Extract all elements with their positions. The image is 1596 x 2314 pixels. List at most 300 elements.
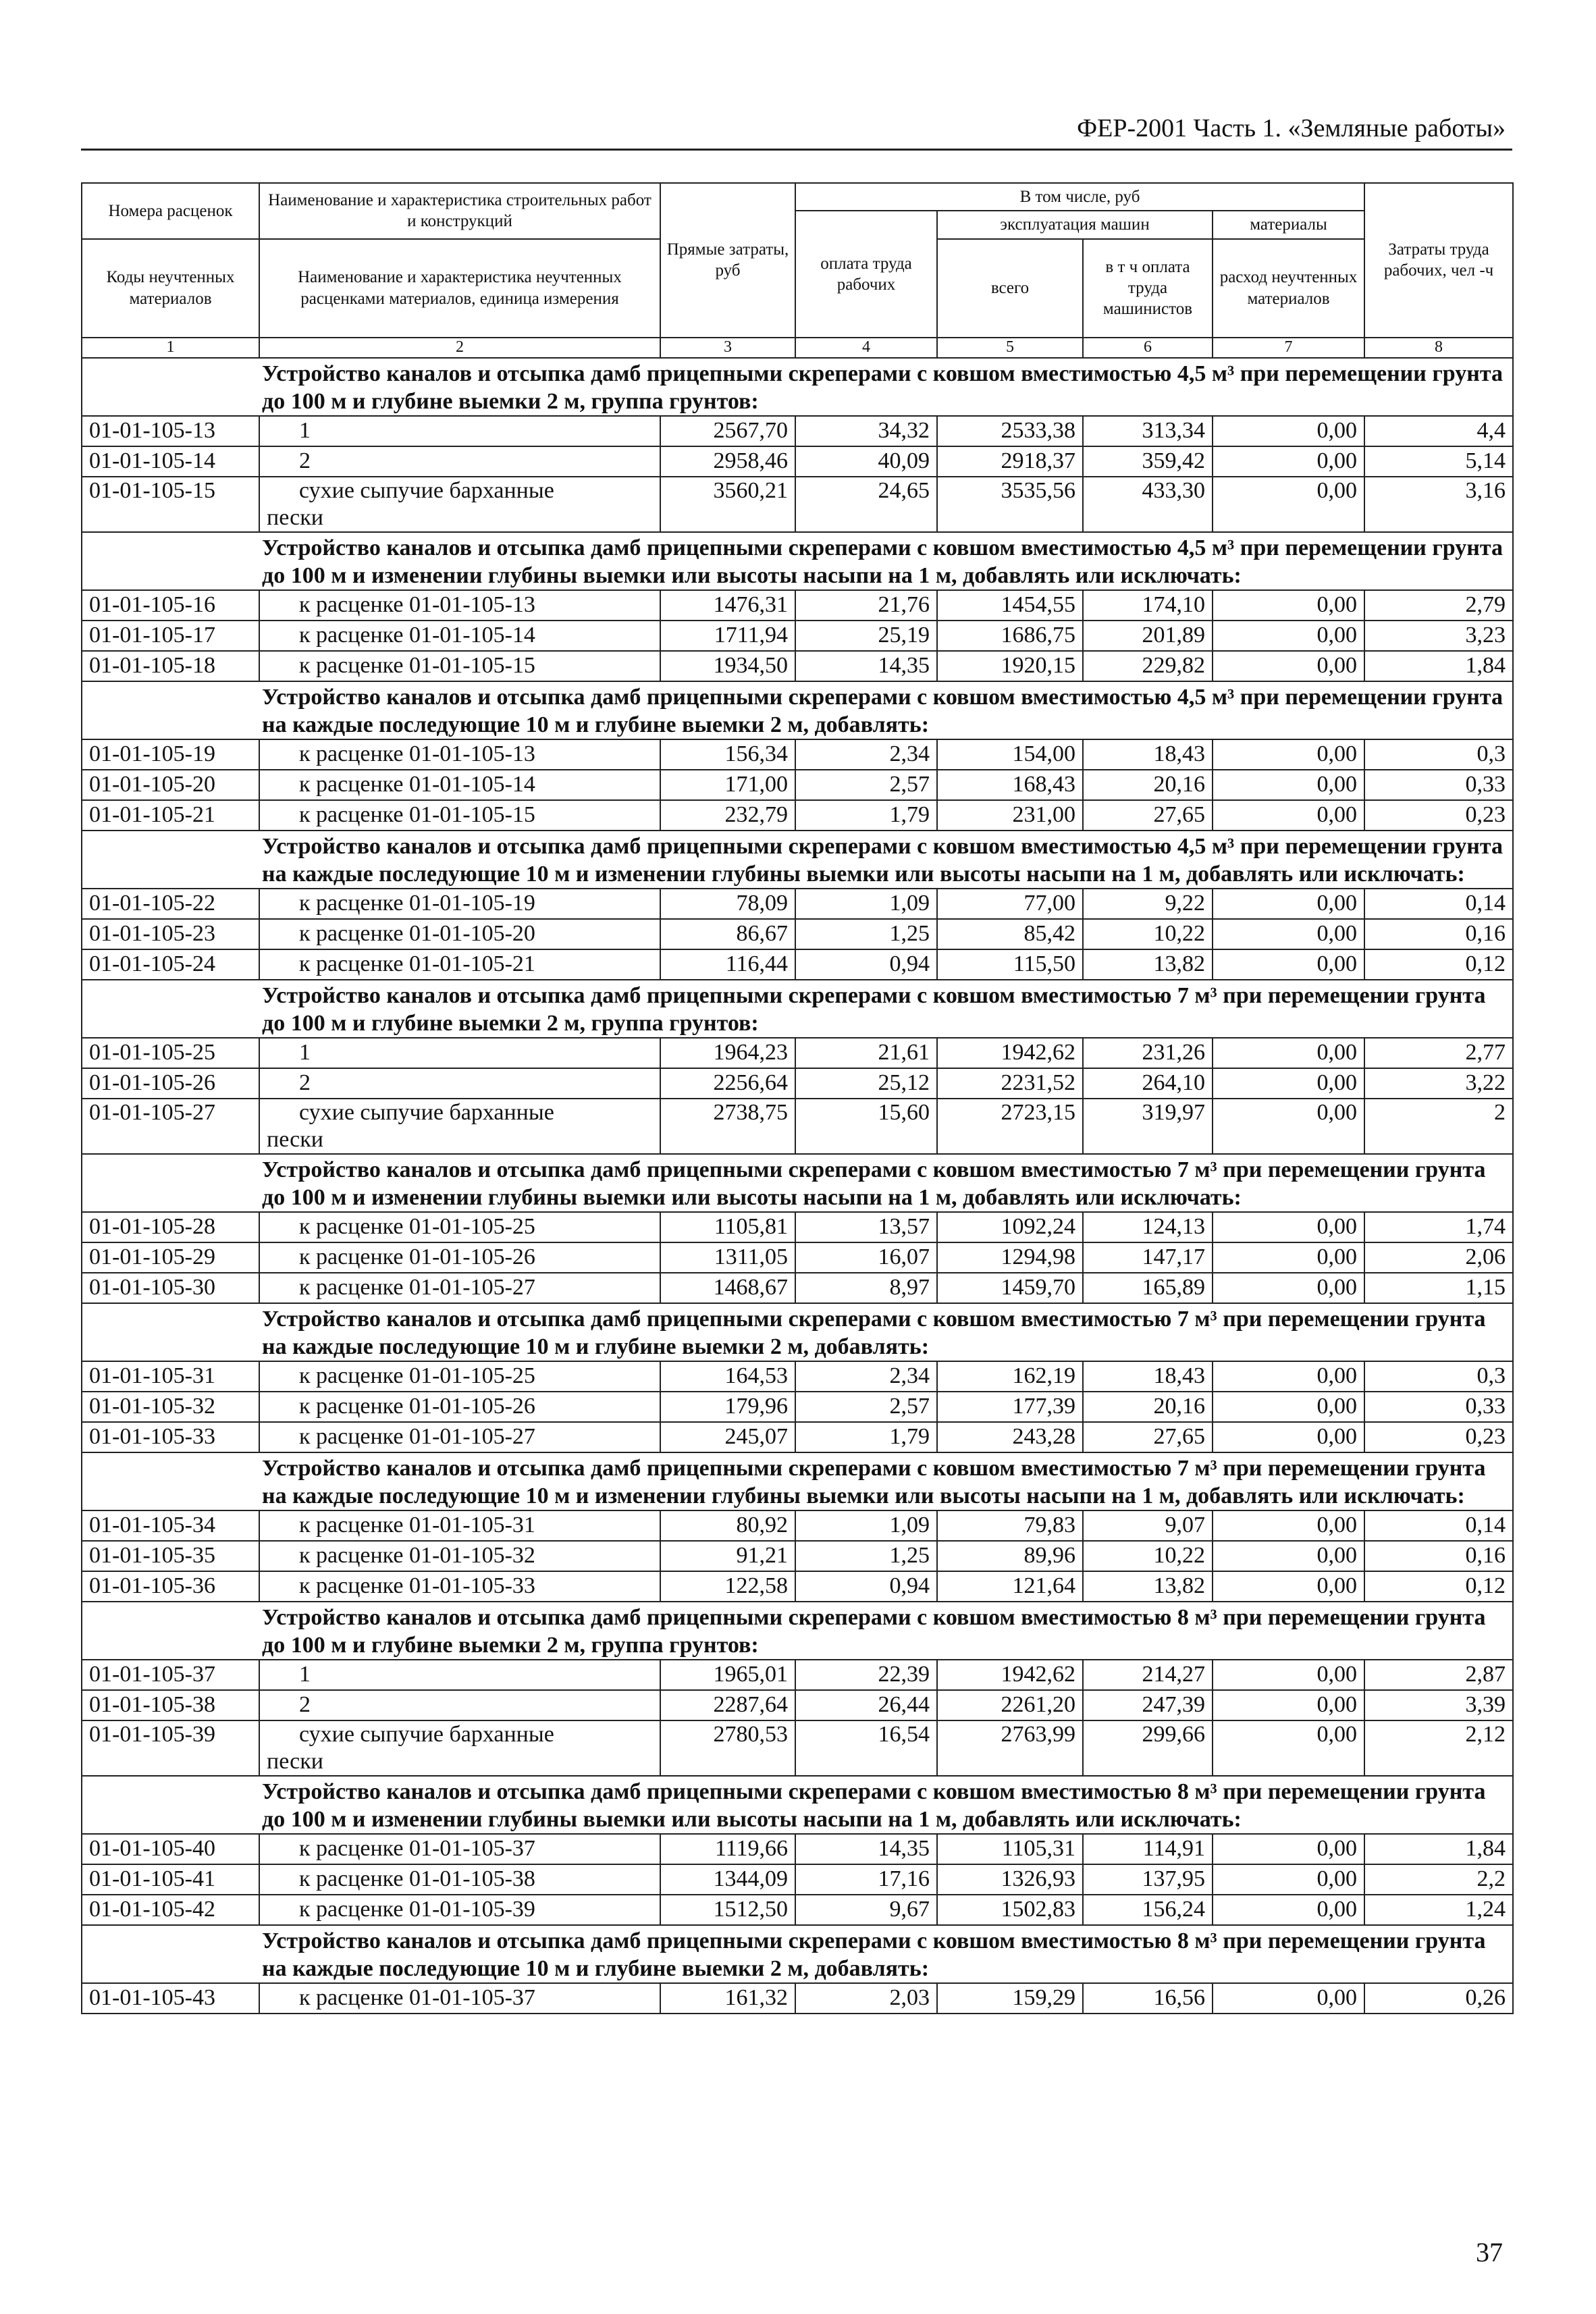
rate-name-cell bbox=[259, 889, 660, 919]
value-c5: 231,00 bbox=[937, 800, 1083, 831]
rate-name: сухие сыпучие барханные bbox=[299, 477, 554, 503]
rate-name-cell bbox=[259, 1720, 660, 1776]
value-c7: 0,00 bbox=[1213, 1361, 1364, 1392]
value-c5: 2918,37 bbox=[937, 446, 1083, 477]
value-c4: 8,97 bbox=[795, 1273, 937, 1303]
value-c3: 179,96 bbox=[660, 1392, 795, 1422]
value-c4: 14,35 bbox=[795, 1834, 937, 1864]
value-c3: 1344,09 bbox=[660, 1864, 795, 1895]
section-spacer bbox=[82, 1776, 259, 1834]
value-c3: 2287,64 bbox=[660, 1690, 795, 1720]
value-c6: 156,24 bbox=[1083, 1895, 1213, 1925]
rate-code: 01-01-105-41 bbox=[82, 1864, 259, 1895]
rate-name-cell bbox=[259, 1392, 660, 1422]
value-c6: 137,95 bbox=[1083, 1864, 1213, 1895]
value-c8: 0,14 bbox=[1364, 1510, 1513, 1541]
rate-name-cell bbox=[259, 651, 660, 681]
rate-name-cell bbox=[259, 1212, 660, 1242]
rate-code: 01-01-105-19 bbox=[82, 739, 259, 770]
table-row bbox=[82, 1361, 1513, 1392]
section-heading-row bbox=[82, 1452, 1513, 1510]
value-c7: 0,00 bbox=[1213, 416, 1364, 446]
value-c5: 2723,15 bbox=[937, 1099, 1083, 1154]
value-c6: 299,66 bbox=[1083, 1720, 1213, 1776]
value-c7: 0,00 bbox=[1213, 651, 1364, 681]
table-row bbox=[82, 1068, 1513, 1099]
col-header-operator-wages: в т ч оплата труда машинистов bbox=[1083, 239, 1213, 338]
value-c4: 0,94 bbox=[795, 949, 937, 980]
section-title: Устройство каналов и отсыпка дамб прицепными скреперами с ковшом вместимостью 7 м³ при перемещении грунта на каждые последующие 10 м и глубине выемки 2 м, добавлять: bbox=[259, 1303, 1513, 1361]
value-c6: 9,22 bbox=[1083, 889, 1213, 919]
value-c6: 165,89 bbox=[1083, 1273, 1213, 1303]
value-c5: 168,43 bbox=[937, 770, 1083, 800]
rate-name-cell bbox=[259, 1895, 660, 1925]
rate-code: 01-01-105-40 bbox=[82, 1834, 259, 1864]
table-row bbox=[82, 1212, 1513, 1242]
rate-name-continued: пески bbox=[267, 504, 323, 530]
value-c6: 433,30 bbox=[1083, 477, 1213, 532]
section-title: Устройство каналов и отсыпка дамб прицепными скреперами с ковшом вместимостью 7 м³ при перемещении грунта до 100 м и изменении глубины выемки или высоты насыпи на 1 м, добавлять или исключать: bbox=[259, 1154, 1513, 1212]
rate-name-cell bbox=[259, 1038, 660, 1068]
section-spacer bbox=[82, 1452, 259, 1510]
rate-code: 01-01-105-26 bbox=[82, 1068, 259, 1099]
rate-name-cell bbox=[259, 1864, 660, 1895]
rates-table bbox=[81, 182, 1514, 2014]
rate-code: 01-01-105-24 bbox=[82, 949, 259, 980]
table-row bbox=[82, 1571, 1513, 1602]
rate-name: к расценке 01-01-105-13 bbox=[299, 741, 535, 766]
rate-code: 01-01-105-33 bbox=[82, 1422, 259, 1452]
rate-code: 01-01-105-16 bbox=[82, 590, 259, 621]
col-number: 4 bbox=[795, 338, 937, 358]
value-c7: 0,00 bbox=[1213, 1541, 1364, 1571]
value-c8: 1,84 bbox=[1364, 1834, 1513, 1864]
table-row bbox=[82, 651, 1513, 681]
value-c8: 2,77 bbox=[1364, 1038, 1513, 1068]
value-c8: 2 bbox=[1364, 1099, 1513, 1154]
rate-code: 01-01-105-25 bbox=[82, 1038, 259, 1068]
rate-name-cell bbox=[259, 800, 660, 831]
value-c8: 0,26 bbox=[1364, 1983, 1513, 2014]
value-c8: 2,2 bbox=[1364, 1864, 1513, 1895]
rate-code: 01-01-105-23 bbox=[82, 919, 259, 949]
value-c4: 13,57 bbox=[795, 1212, 937, 1242]
col-header-work-name: Наименование и характеристика строительных работ и конструкций bbox=[259, 183, 660, 239]
value-c7: 0,00 bbox=[1213, 1571, 1364, 1602]
value-c7: 0,00 bbox=[1213, 621, 1364, 651]
col-header-material-codes: Коды неучтенных материалов bbox=[82, 239, 259, 338]
rate-name: к расценке 01-01-105-33 bbox=[299, 1573, 535, 1598]
value-c4: 1,25 bbox=[795, 919, 937, 949]
section-spacer bbox=[82, 532, 259, 590]
column-number-row bbox=[82, 338, 1513, 358]
value-c8: 2,06 bbox=[1364, 1242, 1513, 1273]
rate-name: к расценке 01-01-105-32 bbox=[299, 1543, 535, 1568]
value-c4: 21,61 bbox=[795, 1038, 937, 1068]
rate-code: 01-01-105-28 bbox=[82, 1212, 259, 1242]
section-heading-row bbox=[82, 1602, 1513, 1660]
rate-name: к расценке 01-01-105-37 bbox=[299, 1985, 535, 2010]
value-c6: 147,17 bbox=[1083, 1242, 1213, 1273]
section-title: Устройство каналов и отсыпка дамб прицепными скреперами с ковшом вместимостью 4,5 м³ при перемещении грунта на каждые последующие 10 м и глубине выемки 2 м, добавлять: bbox=[259, 681, 1513, 739]
col-number: 3 bbox=[660, 338, 795, 358]
table-row bbox=[82, 1038, 1513, 1068]
value-c8: 0,12 bbox=[1364, 1571, 1513, 1602]
value-c7: 0,00 bbox=[1213, 446, 1364, 477]
value-c3: 3560,21 bbox=[660, 477, 795, 532]
value-c7: 0,00 bbox=[1213, 1392, 1364, 1422]
value-c5: 243,28 bbox=[937, 1422, 1083, 1452]
table-row bbox=[82, 800, 1513, 831]
value-c5: 2763,99 bbox=[937, 1720, 1083, 1776]
value-c6: 27,65 bbox=[1083, 1422, 1213, 1452]
rate-name: к расценке 01-01-105-25 bbox=[299, 1214, 535, 1239]
page-header bbox=[81, 113, 1512, 151]
section-heading-row bbox=[82, 1154, 1513, 1212]
value-c6: 18,43 bbox=[1083, 1361, 1213, 1392]
value-c5: 1294,98 bbox=[937, 1242, 1083, 1273]
value-c7: 0,00 bbox=[1213, 1895, 1364, 1925]
value-c4: 1,09 bbox=[795, 1510, 937, 1541]
value-c5: 89,96 bbox=[937, 1541, 1083, 1571]
section-title: Устройство каналов и отсыпка дамб прицепными скреперами с ковшом вместимостью 4,5 м³ при перемещении грунта на каждые последующие 10 м и изменении глубины выемки или высоты насыпи на 1 м, добавлять или исключать: bbox=[259, 831, 1513, 889]
col-header-material-name: Наименование и характеристика неучтенных расценками материалов, единица измерения bbox=[259, 239, 660, 338]
value-c6: 174,10 bbox=[1083, 590, 1213, 621]
rate-name: 1 bbox=[299, 418, 311, 443]
value-c4: 24,65 bbox=[795, 477, 937, 532]
rate-name-continued: пески bbox=[267, 1748, 323, 1774]
value-c3: 80,92 bbox=[660, 1510, 795, 1541]
table-row bbox=[82, 770, 1513, 800]
rate-code: 01-01-105-42 bbox=[82, 1895, 259, 1925]
col-header-including: В том числе, руб bbox=[795, 183, 1364, 211]
section-heading-row bbox=[82, 980, 1513, 1038]
rate-name: к расценке 01-01-105-14 bbox=[299, 772, 535, 797]
table-row bbox=[82, 1422, 1513, 1452]
value-c6: 20,16 bbox=[1083, 1392, 1213, 1422]
value-c6: 20,16 bbox=[1083, 770, 1213, 800]
rate-code: 01-01-105-18 bbox=[82, 651, 259, 681]
value-c7: 0,00 bbox=[1213, 1834, 1364, 1864]
value-c4: 14,35 bbox=[795, 651, 937, 681]
value-c6: 229,82 bbox=[1083, 651, 1213, 681]
value-c6: 124,13 bbox=[1083, 1212, 1213, 1242]
rate-name: к расценке 01-01-105-39 bbox=[299, 1897, 535, 1922]
rate-name: к расценке 01-01-105-20 bbox=[299, 921, 535, 946]
col-number: 7 bbox=[1213, 338, 1364, 358]
value-c5: 1459,70 bbox=[937, 1273, 1083, 1303]
value-c3: 2958,46 bbox=[660, 446, 795, 477]
rate-name-cell bbox=[259, 477, 660, 532]
table-row bbox=[82, 1242, 1513, 1273]
rate-name: к расценке 01-01-105-15 bbox=[299, 653, 535, 678]
rate-name: к расценке 01-01-105-26 bbox=[299, 1244, 535, 1269]
value-c3: 2256,64 bbox=[660, 1068, 795, 1099]
value-c6: 9,07 bbox=[1083, 1510, 1213, 1541]
value-c7: 0,00 bbox=[1213, 889, 1364, 919]
value-c6: 10,22 bbox=[1083, 1541, 1213, 1571]
value-c7: 0,00 bbox=[1213, 1690, 1364, 1720]
col-header-materials: материалы bbox=[1213, 211, 1364, 238]
value-c8: 0,33 bbox=[1364, 770, 1513, 800]
rate-name: к расценке 01-01-105-26 bbox=[299, 1394, 535, 1419]
value-c5: 154,00 bbox=[937, 739, 1083, 770]
section-title: Устройство каналов и отсыпка дамб прицепными скреперами с ковшом вместимостью 8 м³ при перемещении грунта до 100 м и изменении глубины выемки или высоты насыпи на 1 м, добавлять или исключать: bbox=[259, 1776, 1513, 1834]
rate-name-continued: пески bbox=[267, 1126, 323, 1152]
section-heading-row bbox=[82, 831, 1513, 889]
rate-name-cell bbox=[259, 1571, 660, 1602]
value-c7: 0,00 bbox=[1213, 1242, 1364, 1273]
value-c5: 2231,52 bbox=[937, 1068, 1083, 1099]
value-c7: 0,00 bbox=[1213, 800, 1364, 831]
rate-code: 01-01-105-13 bbox=[82, 416, 259, 446]
value-c7: 0,00 bbox=[1213, 1660, 1364, 1690]
value-c3: 1476,31 bbox=[660, 590, 795, 621]
value-c5: 115,50 bbox=[937, 949, 1083, 980]
col-header-direct-costs: Прямые затраты, руб bbox=[660, 183, 795, 338]
rate-name: 1 bbox=[299, 1040, 311, 1065]
rate-name: 2 bbox=[299, 1692, 311, 1717]
value-c4: 34,32 bbox=[795, 416, 937, 446]
rate-code: 01-01-105-14 bbox=[82, 446, 259, 477]
value-c7: 0,00 bbox=[1213, 1983, 1364, 2014]
value-c3: 2738,75 bbox=[660, 1099, 795, 1154]
value-c5: 1454,55 bbox=[937, 590, 1083, 621]
rate-name: к расценке 01-01-105-21 bbox=[299, 951, 535, 976]
rate-code: 01-01-105-20 bbox=[82, 770, 259, 800]
value-c4: 1,25 bbox=[795, 1541, 937, 1571]
value-c5: 1502,83 bbox=[937, 1895, 1083, 1925]
rate-code: 01-01-105-34 bbox=[82, 1510, 259, 1541]
value-c7: 0,00 bbox=[1213, 770, 1364, 800]
value-c5: 1686,75 bbox=[937, 621, 1083, 651]
value-c5: 3535,56 bbox=[937, 477, 1083, 532]
section-heading-row bbox=[82, 1925, 1513, 1983]
value-c3: 1711,94 bbox=[660, 621, 795, 651]
col-header-rate-numbers: Номера расценок bbox=[82, 183, 259, 239]
value-c4: 16,54 bbox=[795, 1720, 937, 1776]
value-c6: 18,43 bbox=[1083, 739, 1213, 770]
table-row bbox=[82, 919, 1513, 949]
rates-table-body bbox=[82, 358, 1513, 2014]
rate-name-cell bbox=[259, 739, 660, 770]
table-row bbox=[82, 889, 1513, 919]
value-c7: 0,00 bbox=[1213, 1422, 1364, 1452]
rate-name-cell bbox=[259, 1273, 660, 1303]
value-c8: 2,79 bbox=[1364, 590, 1513, 621]
rate-name-cell bbox=[259, 1983, 660, 2014]
rate-name-cell bbox=[259, 919, 660, 949]
rate-code: 01-01-105-30 bbox=[82, 1273, 259, 1303]
rate-name: к расценке 01-01-105-13 bbox=[299, 592, 535, 617]
value-c3: 1105,81 bbox=[660, 1212, 795, 1242]
value-c5: 177,39 bbox=[937, 1392, 1083, 1422]
rate-code: 01-01-105-22 bbox=[82, 889, 259, 919]
rate-code: 01-01-105-38 bbox=[82, 1690, 259, 1720]
rate-name-cell bbox=[259, 949, 660, 980]
value-c4: 22,39 bbox=[795, 1660, 937, 1690]
value-c6: 359,42 bbox=[1083, 446, 1213, 477]
value-c4: 16,07 bbox=[795, 1242, 937, 1273]
value-c5: 77,00 bbox=[937, 889, 1083, 919]
section-heading-row bbox=[82, 1776, 1513, 1834]
section-title: Устройство каналов и отсыпка дамб прицепными скреперами с ковшом вместимостью 8 м³ при перемещении грунта на каждые последующие 10 м и глубине выемки 2 м, добавлять: bbox=[259, 1925, 1513, 1983]
rate-name-cell bbox=[259, 416, 660, 446]
table-row bbox=[82, 621, 1513, 651]
value-c8: 3,39 bbox=[1364, 1690, 1513, 1720]
value-c7: 0,00 bbox=[1213, 1212, 1364, 1242]
rate-name-cell bbox=[259, 1660, 660, 1690]
value-c4: 2,57 bbox=[795, 1392, 937, 1422]
rate-name: 1 bbox=[299, 1662, 311, 1687]
value-c4: 2,34 bbox=[795, 739, 937, 770]
col-number: 2 bbox=[259, 338, 660, 358]
value-c7: 0,00 bbox=[1213, 949, 1364, 980]
value-c8: 1,24 bbox=[1364, 1895, 1513, 1925]
col-header-material-usage: расход неучтенных материалов bbox=[1213, 239, 1364, 338]
value-c4: 9,67 bbox=[795, 1895, 937, 1925]
rate-name: к расценке 01-01-105-37 bbox=[299, 1836, 535, 1861]
table-row bbox=[82, 590, 1513, 621]
value-c4: 26,44 bbox=[795, 1690, 937, 1720]
rate-code: 01-01-105-43 bbox=[82, 1983, 259, 2014]
value-c3: 1468,67 bbox=[660, 1273, 795, 1303]
col-header-wages: оплата труда рабочих bbox=[795, 211, 937, 337]
section-spacer bbox=[82, 980, 259, 1038]
value-c4: 2,03 bbox=[795, 1983, 937, 2014]
rate-name-cell bbox=[259, 770, 660, 800]
rate-name: сухие сыпучие барханные bbox=[299, 1099, 554, 1125]
value-c6: 13,82 bbox=[1083, 1571, 1213, 1602]
value-c3: 2780,53 bbox=[660, 1720, 795, 1776]
value-c6: 13,82 bbox=[1083, 949, 1213, 980]
value-c8: 0,3 bbox=[1364, 1361, 1513, 1392]
table-row bbox=[82, 1895, 1513, 1925]
table-row bbox=[82, 446, 1513, 477]
value-c8: 0,23 bbox=[1364, 800, 1513, 831]
rate-name: сухие сыпучие барханные bbox=[299, 1721, 554, 1747]
rate-code: 01-01-105-31 bbox=[82, 1361, 259, 1392]
table-row bbox=[82, 1834, 1513, 1864]
value-c4: 21,76 bbox=[795, 590, 937, 621]
section-heading-row bbox=[82, 681, 1513, 739]
value-c4: 17,16 bbox=[795, 1864, 937, 1895]
value-c3: 161,32 bbox=[660, 1983, 795, 2014]
col-header-labor-costs: Затраты труда рабочих, чел -ч bbox=[1364, 183, 1513, 338]
value-c8: 3,16 bbox=[1364, 477, 1513, 532]
table-row bbox=[82, 1690, 1513, 1720]
table-row bbox=[82, 416, 1513, 446]
rate-name-cell bbox=[259, 621, 660, 651]
rate-name-cell bbox=[259, 1834, 660, 1864]
table-row bbox=[82, 1099, 1513, 1154]
value-c5: 1326,93 bbox=[937, 1864, 1083, 1895]
value-c8: 4,4 bbox=[1364, 416, 1513, 446]
value-c4: 25,12 bbox=[795, 1068, 937, 1099]
value-c7: 0,00 bbox=[1213, 1099, 1364, 1154]
rate-code: 01-01-105-15 bbox=[82, 477, 259, 532]
table-row bbox=[82, 1392, 1513, 1422]
value-c5: 2261,20 bbox=[937, 1690, 1083, 1720]
value-c4: 2,34 bbox=[795, 1361, 937, 1392]
value-c8: 2,87 bbox=[1364, 1660, 1513, 1690]
rate-name-cell bbox=[259, 1510, 660, 1541]
value-c6: 247,39 bbox=[1083, 1690, 1213, 1720]
value-c7: 0,00 bbox=[1213, 919, 1364, 949]
value-c8: 1,84 bbox=[1364, 651, 1513, 681]
section-heading-row bbox=[82, 532, 1513, 590]
value-c3: 232,79 bbox=[660, 800, 795, 831]
value-c3: 1311,05 bbox=[660, 1242, 795, 1273]
value-c8: 0,3 bbox=[1364, 739, 1513, 770]
rate-name-cell bbox=[259, 1242, 660, 1273]
value-c5: 2533,38 bbox=[937, 416, 1083, 446]
section-title: Устройство каналов и отсыпка дамб прицепными скреперами с ковшом вместимостью 8 м³ при перемещении грунта до 100 м и глубине выемки 2 м, группа грунтов: bbox=[259, 1602, 1513, 1660]
rate-name-cell bbox=[259, 1422, 660, 1452]
rate-name: к расценке 01-01-105-27 bbox=[299, 1275, 535, 1300]
value-c6: 319,97 bbox=[1083, 1099, 1213, 1154]
rate-code: 01-01-105-37 bbox=[82, 1660, 259, 1690]
value-c3: 2567,70 bbox=[660, 416, 795, 446]
page-header-title: ФЕР-2001 Часть 1. «Земляные работы» bbox=[1077, 114, 1506, 142]
value-c8: 0,14 bbox=[1364, 889, 1513, 919]
value-c3: 1512,50 bbox=[660, 1895, 795, 1925]
col-header-machines: эксплуатация машин bbox=[937, 211, 1213, 238]
value-c5: 1920,15 bbox=[937, 651, 1083, 681]
value-c8: 0,16 bbox=[1364, 1541, 1513, 1571]
rate-name: к расценке 01-01-105-27 bbox=[299, 1424, 535, 1449]
value-c7: 0,00 bbox=[1213, 1273, 1364, 1303]
rate-name-cell bbox=[259, 1690, 660, 1720]
value-c3: 91,21 bbox=[660, 1541, 795, 1571]
value-c8: 2,12 bbox=[1364, 1720, 1513, 1776]
rate-code: 01-01-105-29 bbox=[82, 1242, 259, 1273]
value-c8: 1,15 bbox=[1364, 1273, 1513, 1303]
rate-code: 01-01-105-17 bbox=[82, 621, 259, 651]
rate-code: 01-01-105-21 bbox=[82, 800, 259, 831]
value-c7: 0,00 bbox=[1213, 1038, 1364, 1068]
section-heading-row bbox=[82, 358, 1513, 416]
table-row bbox=[82, 477, 1513, 532]
rate-name-cell bbox=[259, 1099, 660, 1154]
value-c3: 78,09 bbox=[660, 889, 795, 919]
section-spacer bbox=[82, 1303, 259, 1361]
value-c6: 264,10 bbox=[1083, 1068, 1213, 1099]
section-title: Устройство каналов и отсыпка дамб прицепными скреперами с ковшом вместимостью 7 м³ при перемещении грунта на каждые последующие 10 м и изменении глубины выемки или высоты насыпи на 1 м, добавлять или исключать: bbox=[259, 1452, 1513, 1510]
col-number: 8 bbox=[1364, 338, 1513, 358]
value-c6: 10,22 bbox=[1083, 919, 1213, 949]
value-c6: 114,91 bbox=[1083, 1834, 1213, 1864]
col-header-machines-total: всего bbox=[937, 239, 1083, 338]
rate-code: 01-01-105-39 bbox=[82, 1720, 259, 1776]
section-spacer bbox=[82, 1154, 259, 1212]
value-c8: 5,14 bbox=[1364, 446, 1513, 477]
rate-code: 01-01-105-32 bbox=[82, 1392, 259, 1422]
value-c3: 245,07 bbox=[660, 1422, 795, 1452]
value-c7: 0,00 bbox=[1213, 1864, 1364, 1895]
value-c4: 1,09 bbox=[795, 889, 937, 919]
col-number: 1 bbox=[82, 338, 259, 358]
section-title: Устройство каналов и отсыпка дамб прицепными скреперами с ковшом вместимостью 4,5 м³ при перемещении грунта до 100 м и глубине выемки 2 м, группа грунтов: bbox=[259, 358, 1513, 416]
rate-name-cell bbox=[259, 1541, 660, 1571]
value-c3: 116,44 bbox=[660, 949, 795, 980]
value-c3: 1964,23 bbox=[660, 1038, 795, 1068]
value-c7: 0,00 bbox=[1213, 1510, 1364, 1541]
rate-code: 01-01-105-36 bbox=[82, 1571, 259, 1602]
table-row bbox=[82, 1541, 1513, 1571]
rate-name-cell bbox=[259, 446, 660, 477]
value-c6: 214,27 bbox=[1083, 1660, 1213, 1690]
